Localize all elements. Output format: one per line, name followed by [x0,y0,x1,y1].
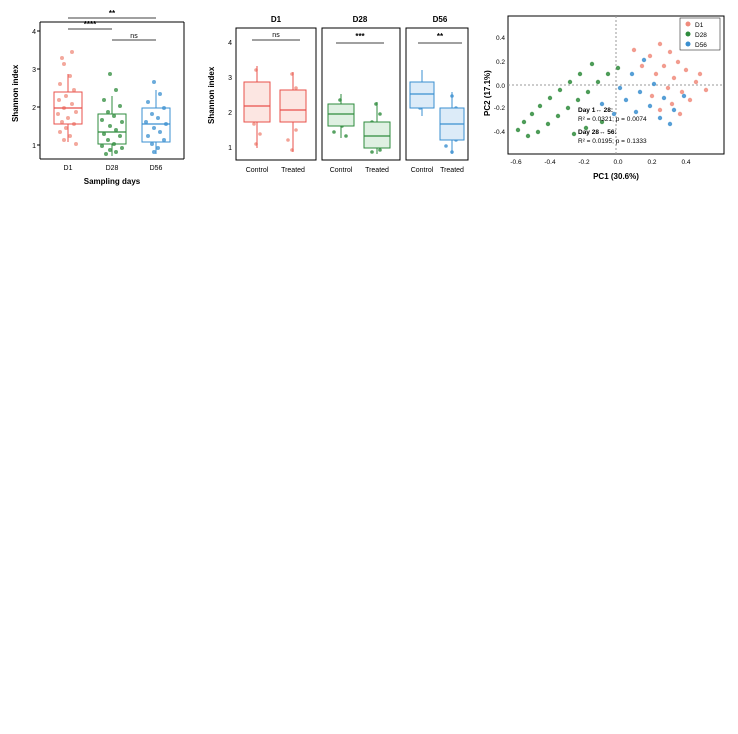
panel-c-stat2-line1: Day 28↔ 56: [578,129,617,136]
panel-b-xtick-d28-treated: Treated [365,167,389,174]
panel-c-legend-d1: D1 [695,22,704,29]
svg-text:1: 1 [32,143,36,150]
svg-text:3: 3 [228,75,232,82]
svg-text:0.4: 0.4 [681,159,691,166]
panel-b-xtick-d56-treated: Treated [440,167,464,174]
panel-d [4,202,209,732]
svg-text:0.0: 0.0 [613,159,623,166]
svg-text:-0.2: -0.2 [578,159,590,166]
sig-a-3: ns [130,33,138,40]
panel-c-ylabel: PC2 (17.1%) [483,70,492,116]
panel-b [200,4,470,194]
panel-e [212,202,736,400]
panel-c-xlabel: PC1 (30.6%) [593,172,639,181]
svg-text:-0.6: -0.6 [510,159,522,166]
panel-b-title-d56: D56 [432,15,448,24]
panel-b-sig-d56: ** [436,32,444,41]
panel-c-stat1-line1: Day 1↔ 28: [578,107,614,114]
panel-a-xlabel: Sampling days [83,177,141,186]
panel-b-sig-d1: ns [272,32,280,39]
panel-b-title-d1: D1 [270,15,282,24]
panel-a-xtick-0: D1 [63,165,73,172]
sig-a-2: **** [83,20,97,29]
panel-c [474,4,736,194]
panel-a [4,4,196,194]
panel-a-ylabel: Shannon index [11,64,20,122]
svg-text:2: 2 [228,110,232,117]
svg-text:-0.2: -0.2 [493,105,505,112]
svg-text:-0.4: -0.4 [544,159,556,166]
panel-b-xtick-d28-control: Control [329,167,353,174]
panel-b-sig-d28: *** [355,32,365,41]
panel-c-stat2-line2: R² = 0.0195; p = 0.1333 [578,138,647,145]
svg-text:-0.4: -0.4 [493,129,505,136]
svg-text:0.0: 0.0 [495,83,505,90]
svg-text:0.2: 0.2 [495,59,505,66]
panel-b-xtick-d1-control: Control [245,167,269,174]
panel-c-legend-d56: D56 [695,42,707,49]
svg-text:0.2: 0.2 [647,159,657,166]
panel-b-xtick-d1-treated: Treated [281,167,305,174]
panel-b-ylabel: Shannon index [207,66,216,124]
panel-c-stat1-line2: R² = 0.0321; p = 0.0074 [578,116,647,123]
svg-text:3: 3 [32,67,36,74]
panel-b-xtick-d56-control: Control [410,167,434,174]
panel-a-xtick-1: D28 [105,165,119,172]
panel-a-xtick-2: D56 [149,165,163,172]
panel-b-title-d28: D28 [352,15,368,24]
svg-text:2: 2 [32,105,36,112]
svg-text:0.4: 0.4 [495,35,505,42]
panel-f [212,404,736,732]
panel-c-legend-d28: D28 [695,32,707,39]
sig-a-1: ** [108,9,116,18]
svg-text:4: 4 [228,40,232,47]
svg-text:4: 4 [32,29,36,36]
svg-text:1: 1 [228,145,232,152]
